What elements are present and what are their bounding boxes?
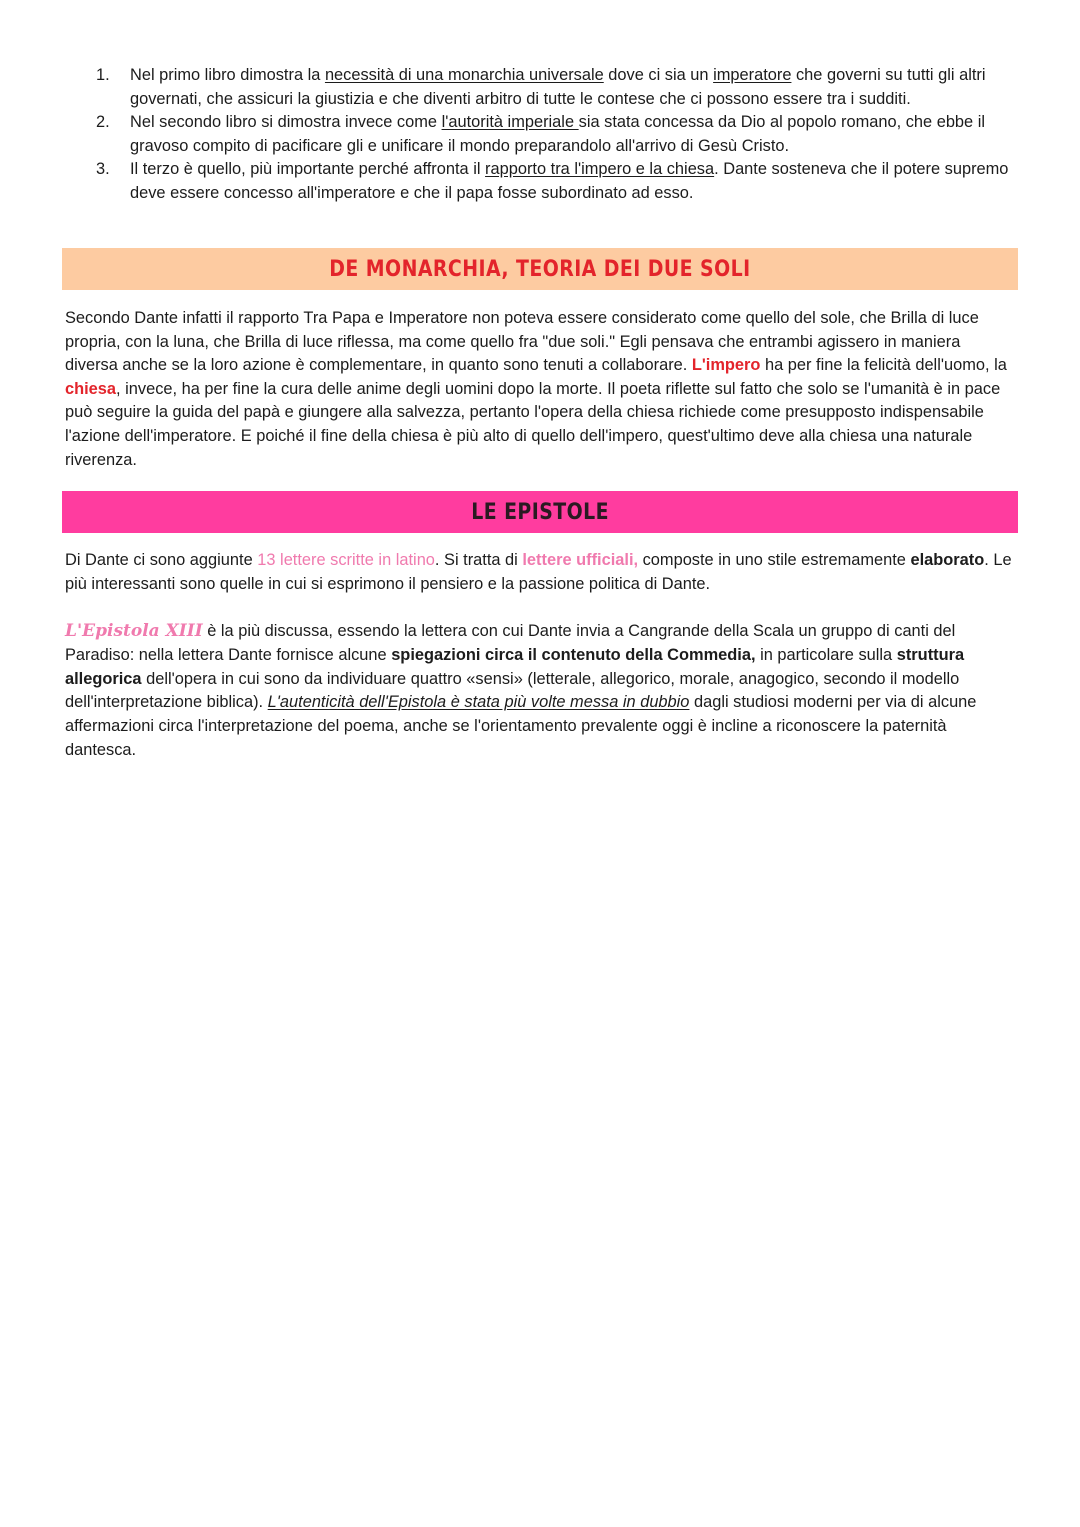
list-number: 1. <box>96 66 110 84</box>
paragraph-text: . Le più interessanti sono quelle in cui si esprimono il pensiero e la passione politica di Dante. <box>65 551 1012 593</box>
list-text: Nel primo libro dimostra la <box>130 66 325 84</box>
underlined-term: l'autorità imperiale <box>441 113 579 132</box>
bold-spiegazioni: spiegazioni circa il contenuto della Commedia, <box>391 645 756 664</box>
list-number: 3. <box>96 160 110 179</box>
paragraph-epistola-xiii <box>65 620 1015 763</box>
epistola-xiii-label: L'Epistola XIII <box>65 621 203 641</box>
list-text: sia stata concessa da Dio al popolo romano, che ebbe il gravoso compito di pacificare gli e unificare il mondo preparandolo all'arrivo di Gesù Cristo. <box>130 113 985 155</box>
list-text: . Dante sosteneva che il potere supremo deve essere concesso all'imperatore e che il papa fosse subordinato ad esso. <box>130 160 1009 202</box>
list-item <box>96 64 1016 111</box>
list-number: 2. <box>96 113 110 132</box>
section-header-epistole <box>62 491 1018 533</box>
book-list <box>96 64 1016 206</box>
paragraph-text: è la più discussa, essendo la lettera con cui Dante invia a Cangrande della Scala un gruppo di canti del Paradiso: nella lettera Dante fornisce alcune <box>65 622 956 664</box>
italic-underlined-autenticita: L'autenticità dell'Epistola è stata più volte messa in dubbio <box>267 693 690 712</box>
bold-elaborato: elaborato <box>910 551 985 569</box>
paragraph-due-soli <box>65 307 1015 472</box>
list-item <box>96 158 1016 205</box>
paragraph-text: Di Dante ci sono aggiunte <box>65 551 258 569</box>
highlight-chiesa: chiesa <box>65 379 117 398</box>
paragraph-text: . Si tratta di <box>434 551 523 569</box>
underlined-term: rapporto tra l'impero e la chiesa <box>485 160 715 179</box>
paragraph-text: Secondo Dante infatti il rapporto Tra Papa e Imperatore non poteva essere considerato come quello del sole, che Brilla di luce propria, con la luna, che Brilla di luce riflessa, ma come quello fra "due soli." Egli pensava che entrambi agissero in maniera diversa anche se la loro azione è complementare, in quanto sono tenuti a collaborare. <box>65 309 979 375</box>
paragraph-text: ha per fine la felicità dell'uomo, la <box>760 356 1007 375</box>
list-item <box>96 111 1016 158</box>
section-title: DE MONARCHIA, TEORIA DEI DUE SOLI <box>329 256 751 282</box>
highlight-lettere-ufficiali: lettere ufficiali, <box>522 551 639 569</box>
paragraph-text: dagli studiosi moderni per via di alcune affermazioni circa l'interpretazione del poema, anche se l'orientamento prevalente oggi è incline a riconoscere la paternità dantesca. <box>65 693 977 759</box>
section-header-de-monarchia <box>62 248 1018 290</box>
list-text: dove ci sia un <box>603 66 714 84</box>
paragraph-text: , invece, ha per fine la cura delle anime degli uomini dopo la morte. Il poeta riflette sul fatto che solo se l'umanità è in pace può seguire la guida del papà e giungere alla salvezza, pertanto l'opera della chiesa richiede come presupposto indispensabile l'azione dell'imperatore. E poiché il fine della chiesa è più alto di quello dell'impero, quest'ultimo deve alla chiesa una naturale riverenza. <box>65 379 1001 469</box>
highlight-impero: L'impero <box>691 356 761 375</box>
paragraph-lettere <box>65 549 1015 596</box>
paragraph-text: composte in uno stile estremamente <box>638 551 911 569</box>
list-text: Nel secondo libro si dimostra invece come <box>130 113 442 132</box>
underlined-term: necessità di una monarchia universale <box>324 66 604 84</box>
list-text: Il terzo è quello, più importante perché affronta il <box>130 160 486 179</box>
highlight-13-lettere: 13 lettere scritte in latino <box>257 551 435 569</box>
paragraph-text: in particolare sulla <box>755 645 897 664</box>
bold-struttura-allegorica: struttura allegorica <box>65 645 965 688</box>
list-text: che governi su tutti gli altri governati, che assicuri la giustizia e che diventi arbitro di tutte le contese che ci possono essere tra i sudditi. <box>130 66 986 108</box>
section-title: LE EPISTOLE <box>471 499 609 525</box>
paragraph-text: dell'opera in cui sono da individuare quattro «sensi» (letterale, allegorico, morale, anagogico, secondo il modello dell'interpretazione biblica). <box>65 669 960 712</box>
underlined-term: imperatore <box>713 66 792 84</box>
